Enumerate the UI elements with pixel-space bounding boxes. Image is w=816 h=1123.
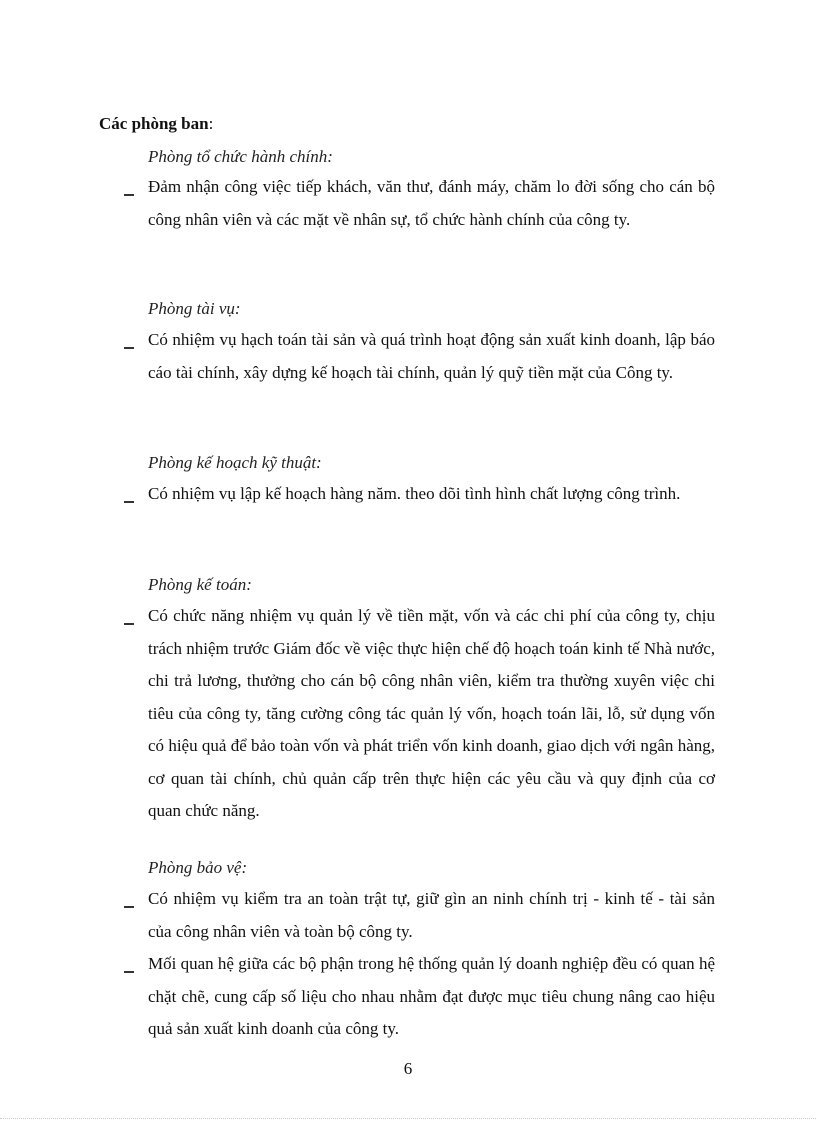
section-title-finance: Phòng tài vụ: — [148, 299, 241, 318]
bullet-dash — [124, 501, 134, 503]
bullet-dash — [124, 971, 134, 973]
section-title-planning: Phòng kế hoạch kỹ thuật: — [148, 453, 322, 472]
section-paragraph-finance: Có nhiệm vụ hạch toán tài sản và quá trình hoạt động sản xuất kinh doanh, lập báo cáo tài chính, xây dựng kế hoạch tài chính, quản lý quỹ tiền mặt của Công ty. — [148, 330, 715, 382]
bullet-dash — [124, 347, 134, 349]
section-paragraph-administration: Đảm nhận công việc tiếp khách, văn thư, đánh máy, chăm lo đời sống cho cán bộ công nhân viên và các mặt về nhân sự, tổ chức hành chính của công ty. — [148, 177, 715, 229]
page-heading — [99, 113, 213, 135]
section-paragraph-accounting: Có chức năng nhiệm vụ quản lý về tiền mặt, vốn và các chi phí của công ty, chịu trách nhiệm trước Giám đốc về việc thực hiện chế độ hoạch toán kinh tế Nhà nước, chi trả lương, thưởng cho cán bộ công nhân viên, kiểm tra thường xuyên việc chi tiêu của công ty, tăng cường công tác quản lý vốn, hoạch toán lãi, lỗ, sử dụng vốn có hiệu quả để bảo toàn vốn và phát triển vốn kinh doanh, giao dịch với ngân hàng, cơ quan tài chính, chủ quản cấp trên thực hiện các yêu cầu và quy định của cơ quan chức năng. — [148, 606, 715, 820]
section-title-accounting: Phòng kế toán: — [148, 575, 252, 594]
page-number: 6 — [403, 1059, 413, 1078]
section-paragraph-planning: Có nhiệm vụ lập kế hoạch hàng năm. theo dõi tình hình chất lượng công trình. — [148, 484, 681, 503]
bullet-dash — [124, 623, 134, 625]
section-paragraph-relations: Mối quan hệ giữa các bộ phận trong hệ thống quản lý doanh nghiệp đều có quan hệ chặt chẽ, cung cấp số liệu cho nhau nhằm đạt được mục tiêu chung nâng cao hiệu quả sản xuất kinh doanh của công ty. — [148, 954, 715, 1038]
section-title-security: Phòng bảo vệ: — [148, 858, 248, 877]
page-bottom-rule — [0, 1118, 816, 1119]
section-title-administration: Phòng tổ chức hành chính: — [148, 147, 333, 166]
bullet-dash — [124, 194, 134, 196]
section-paragraph-security: Có nhiệm vụ kiểm tra an toàn trật tự, giữ gìn an ninh chính trị - kinh tế - tài sản của công nhân viên và toàn bộ công ty. — [148, 889, 715, 941]
heading-colon: : — [208, 114, 214, 133]
bullet-dash — [124, 906, 134, 908]
heading-label: Các phòng ban — [99, 114, 209, 133]
